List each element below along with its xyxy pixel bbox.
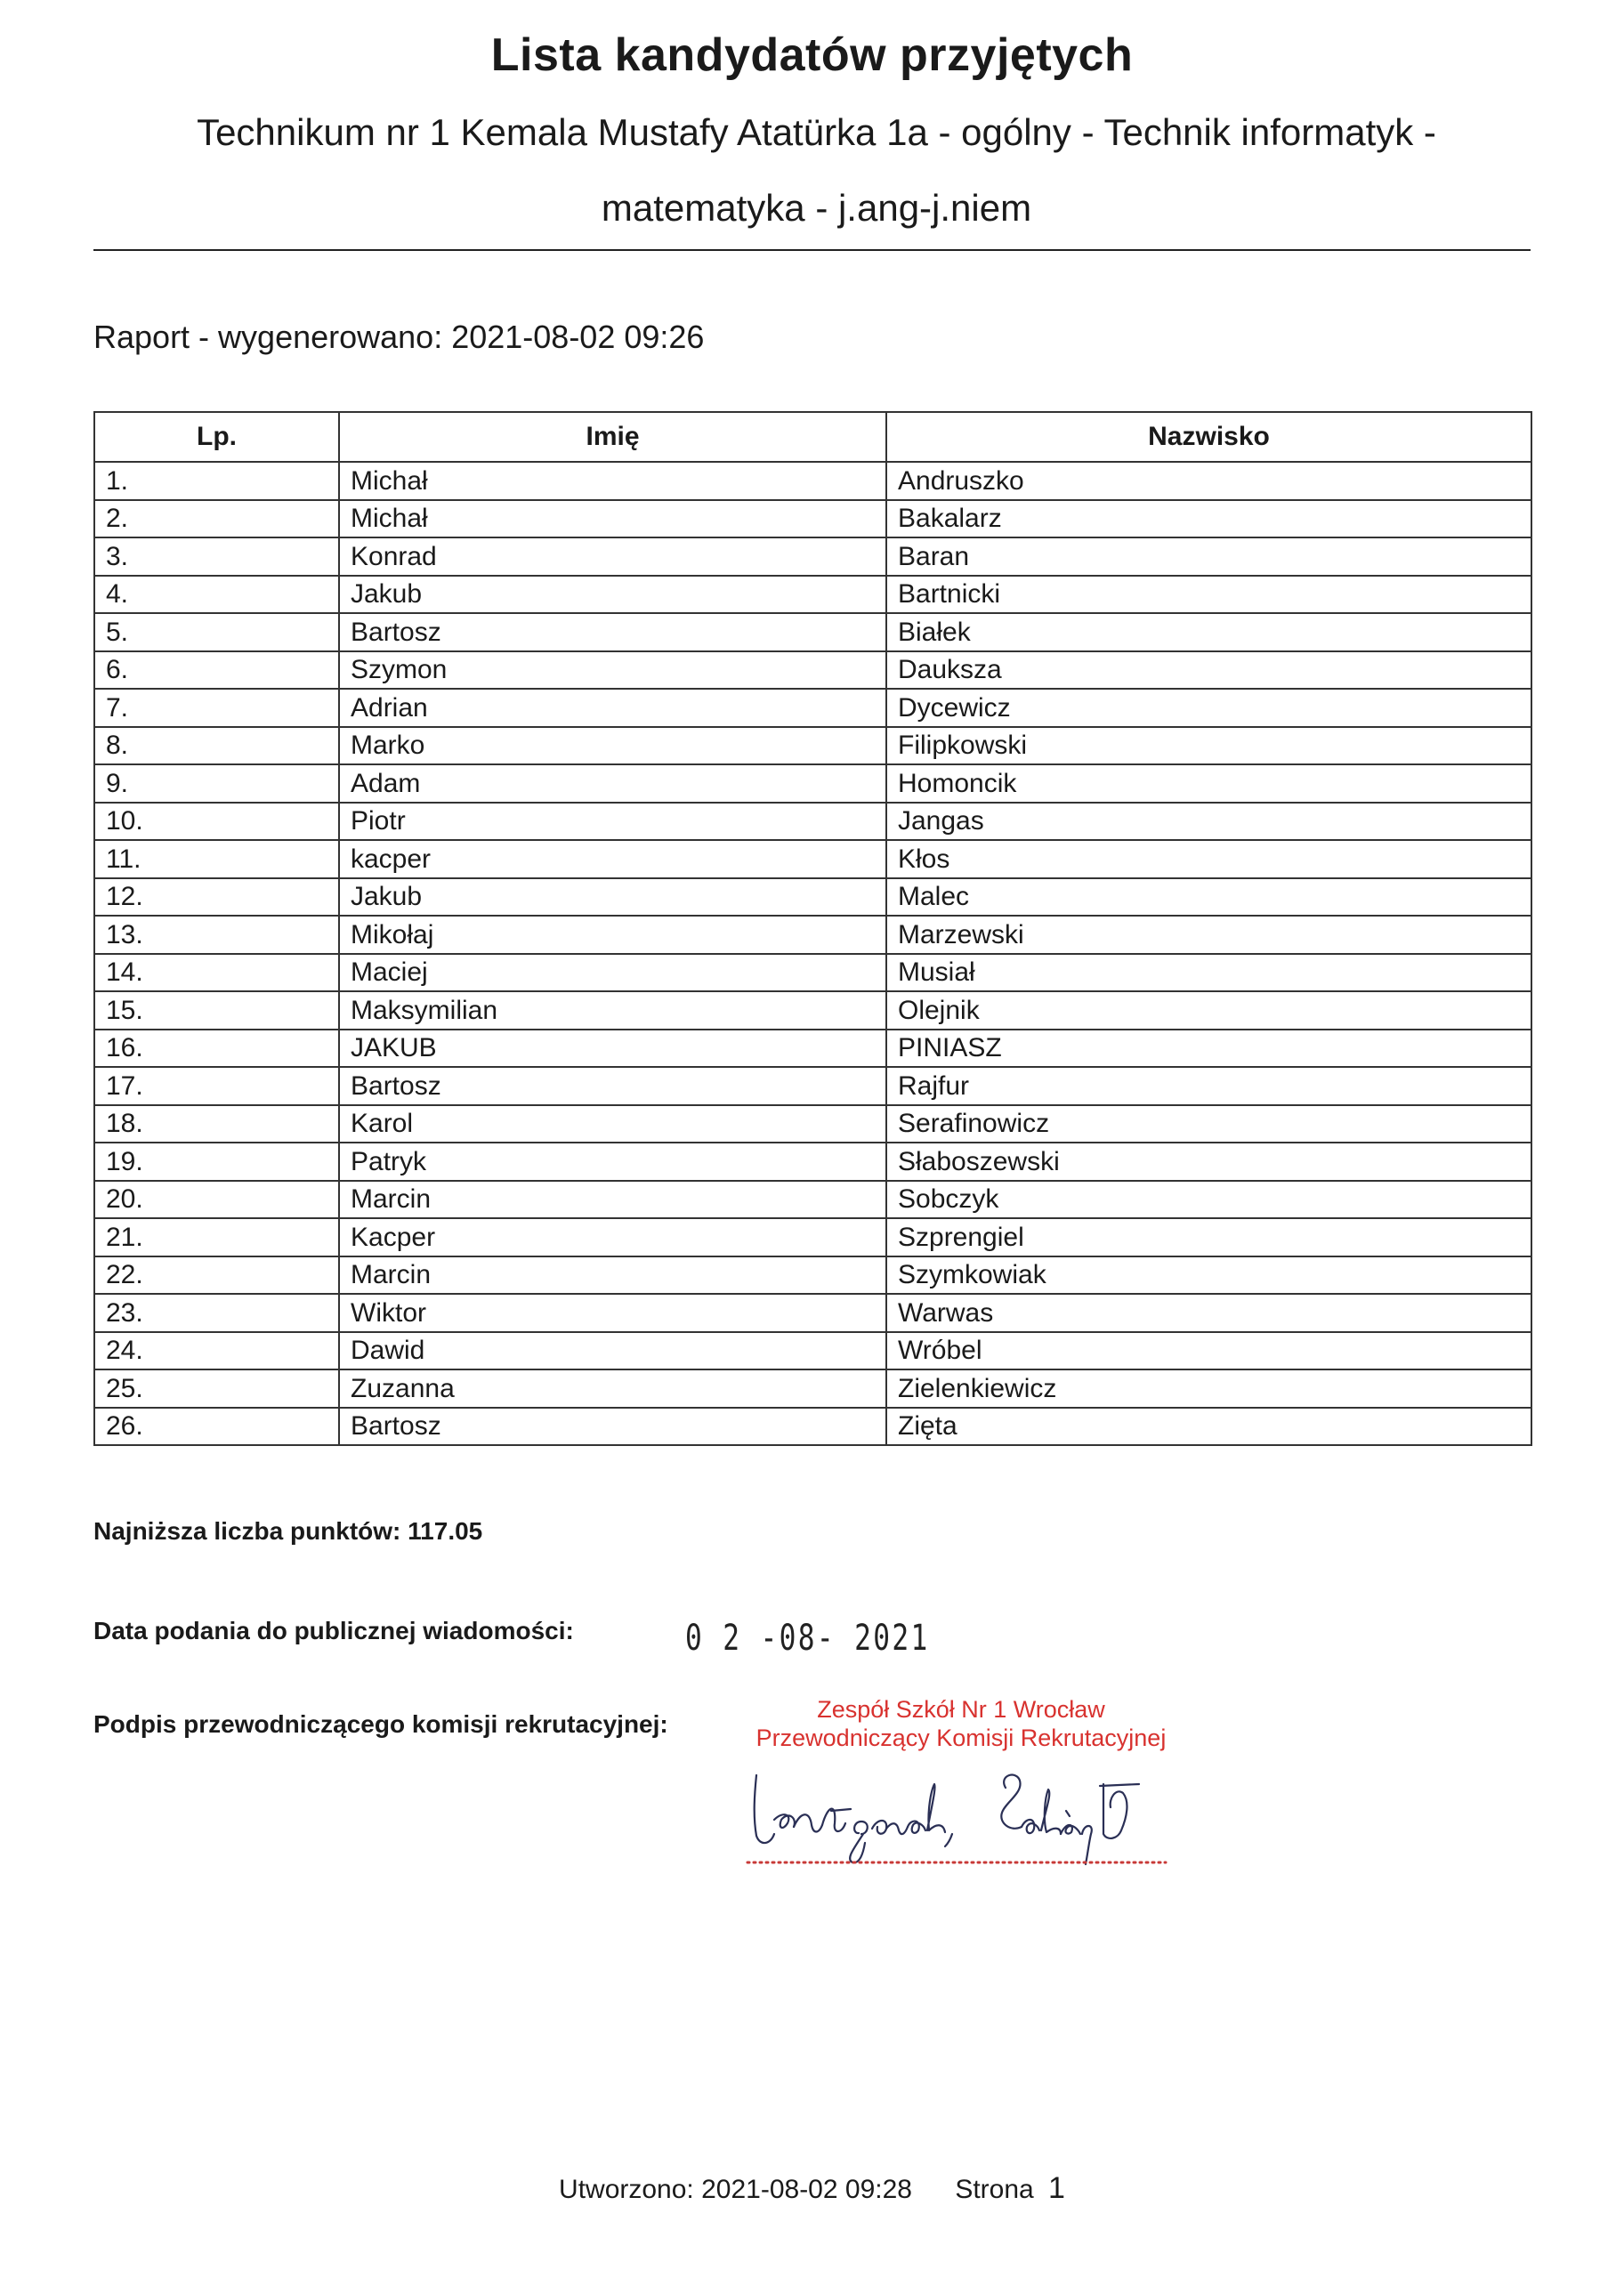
cell-lp: 26. <box>94 1408 339 1446</box>
cell-lp: 25. <box>94 1369 339 1408</box>
table-row <box>94 1218 1531 1256</box>
table-row <box>94 878 1531 917</box>
cell-last-name: Słaboszewski <box>886 1143 1531 1181</box>
header-divider <box>93 249 1531 251</box>
table-row <box>94 1294 1531 1332</box>
cell-last-name: PINIASZ <box>886 1030 1531 1068</box>
cell-last-name: Bakalarz <box>886 500 1531 538</box>
cell-last-name: Marzewski <box>886 916 1531 954</box>
cell-first-name: Michał <box>339 500 886 538</box>
cell-last-name: Bartnicki <box>886 576 1531 614</box>
table-header-row <box>94 412 1531 462</box>
cell-last-name: Homoncik <box>886 764 1531 803</box>
table-row <box>94 991 1531 1030</box>
cell-last-name: Kłos <box>886 840 1531 878</box>
report-generated-text: Raport - wygenerowano: 2021-08-02 09:26 <box>93 319 705 355</box>
cell-last-name: Sobczyk <box>886 1181 1531 1219</box>
cell-last-name: Szprengiel <box>886 1218 1531 1256</box>
candidates-table <box>93 411 1532 1446</box>
table-row <box>94 1105 1531 1143</box>
table-row <box>94 613 1531 651</box>
cell-last-name: Olejnik <box>886 991 1531 1030</box>
cell-first-name: Konrad <box>339 537 886 576</box>
cell-first-name: Marcin <box>339 1256 886 1295</box>
cell-lp: 8. <box>94 727 339 765</box>
cell-first-name: Szymon <box>339 651 886 690</box>
column-header-first-name: Imię <box>339 412 886 462</box>
cell-lp: 5. <box>94 613 339 651</box>
cell-lp: 14. <box>94 954 339 992</box>
table-row <box>94 1030 1531 1068</box>
table-row <box>94 803 1531 841</box>
cell-last-name: Białek <box>886 613 1531 651</box>
cell-last-name: Musiał <box>886 954 1531 992</box>
cell-last-name: Szymkowiak <box>886 1256 1531 1295</box>
cell-first-name: Maciej <box>339 954 886 992</box>
signature-label: Podpis przewodniczącego komisji rekrutacyjnej: <box>93 1710 668 1738</box>
table-row <box>94 1143 1531 1181</box>
table-row <box>94 1332 1531 1370</box>
cell-first-name: kacper <box>339 840 886 878</box>
cell-first-name: Jakub <box>339 878 886 917</box>
document-title: Lista kandydatów przyjętych <box>490 29 1134 81</box>
min-points-text: Najniższa liczba punktów: 117.05 <box>93 1517 483 1545</box>
table-row <box>94 916 1531 954</box>
stamp-line2: Przewodniczący Komisji Rekrutacyjnej <box>755 1725 1167 1751</box>
cell-last-name: Malec <box>886 878 1531 917</box>
cell-last-name: Zielenkiewicz <box>886 1369 1531 1408</box>
table-row <box>94 537 1531 576</box>
cell-lp: 9. <box>94 764 339 803</box>
cell-first-name: Bartosz <box>339 1408 886 1446</box>
cell-lp: 1. <box>94 462 339 500</box>
cell-lp: 22. <box>94 1256 339 1295</box>
column-header-lp: Lp. <box>94 412 339 462</box>
cell-first-name: Maksymilian <box>339 991 886 1030</box>
table-row <box>94 764 1531 803</box>
cell-lp: 10. <box>94 803 339 841</box>
table-row <box>94 1408 1531 1446</box>
table-row <box>94 727 1531 765</box>
handwritten-signature <box>739 1749 1201 1873</box>
cell-lp: 7. <box>94 689 339 727</box>
column-header-last-name: Nazwisko <box>886 412 1531 462</box>
stamp-line1: Zespół Szkół Nr 1 Wrocław <box>817 1696 1105 1723</box>
table-row <box>94 462 1531 500</box>
cell-lp: 21. <box>94 1218 339 1256</box>
cell-first-name: Mikołaj <box>339 916 886 954</box>
cell-lp: 13. <box>94 916 339 954</box>
cell-last-name: Dycewicz <box>886 689 1531 727</box>
cell-last-name: Wróbel <box>886 1332 1531 1370</box>
document-subtitle-line2: matematyka - j.ang-j.niem <box>601 187 1032 229</box>
cell-first-name: Adrian <box>339 689 886 727</box>
cell-lp: 11. <box>94 840 339 878</box>
cell-lp: 15. <box>94 991 339 1030</box>
cell-last-name: Warwas <box>886 1294 1531 1332</box>
table-row <box>94 576 1531 614</box>
table-row <box>94 1067 1531 1105</box>
cell-last-name: Baran <box>886 537 1531 576</box>
cell-first-name: Marcin <box>339 1181 886 1219</box>
cell-lp: 18. <box>94 1105 339 1143</box>
cell-first-name: Karol <box>339 1105 886 1143</box>
document-subtitle-line1: Technikum nr 1 Kemala Mustafy Atatürka 1a - ogólny - Technik informatyk - <box>197 111 1436 153</box>
cell-lp: 23. <box>94 1294 339 1332</box>
footer-page-number: 1 <box>1048 2171 1065 2205</box>
page-footer <box>0 2171 1624 2206</box>
cell-last-name: Rajfur <box>886 1067 1531 1105</box>
table-row <box>94 500 1531 538</box>
cell-first-name: Bartosz <box>339 1067 886 1105</box>
table-row <box>94 1181 1531 1219</box>
cell-first-name: Kacper <box>339 1218 886 1256</box>
table-row <box>94 1256 1531 1295</box>
footer-page-label: Strona <box>955 2175 1034 2204</box>
cell-lp: 20. <box>94 1181 339 1219</box>
cell-first-name: Piotr <box>339 803 886 841</box>
cell-last-name: Serafinowicz <box>886 1105 1531 1143</box>
table-row <box>94 1369 1531 1408</box>
cell-lp: 17. <box>94 1067 339 1105</box>
cell-first-name: Bartosz <box>339 613 886 651</box>
cell-lp: 3. <box>94 537 339 576</box>
publication-date-label: Data podania do publicznej wiadomości: <box>93 1617 574 1644</box>
cell-lp: 4. <box>94 576 339 614</box>
cell-last-name: Zięta <box>886 1408 1531 1446</box>
cell-lp: 19. <box>94 1143 339 1181</box>
cell-first-name: Jakub <box>339 576 886 614</box>
table-row <box>94 651 1531 690</box>
committee-stamp <box>730 1695 1192 1752</box>
cell-first-name: Zuzanna <box>339 1369 886 1408</box>
footer-created-text: Utworzono: 2021-08-02 09:28 <box>559 2175 912 2204</box>
cell-first-name: JAKUB <box>339 1030 886 1068</box>
cell-last-name: Filipkowski <box>886 727 1531 765</box>
cell-first-name: Dawid <box>339 1332 886 1370</box>
cell-lp: 24. <box>94 1332 339 1370</box>
cell-first-name: Adam <box>339 764 886 803</box>
cell-last-name: Jangas <box>886 803 1531 841</box>
cell-lp: 2. <box>94 500 339 538</box>
cell-first-name: Michał <box>339 462 886 500</box>
cell-first-name: Patryk <box>339 1143 886 1181</box>
table-row <box>94 689 1531 727</box>
cell-lp: 6. <box>94 651 339 690</box>
cell-lp: 12. <box>94 878 339 917</box>
cell-last-name: Dauksza <box>886 651 1531 690</box>
cell-lp: 16. <box>94 1030 339 1068</box>
publication-date-stamp: 0 2 -08- 2021 <box>685 1618 930 1659</box>
cell-last-name: Andruszko <box>886 462 1531 500</box>
cell-first-name: Marko <box>339 727 886 765</box>
table-row <box>94 954 1531 992</box>
cell-first-name: Wiktor <box>339 1294 886 1332</box>
table-row <box>94 840 1531 878</box>
